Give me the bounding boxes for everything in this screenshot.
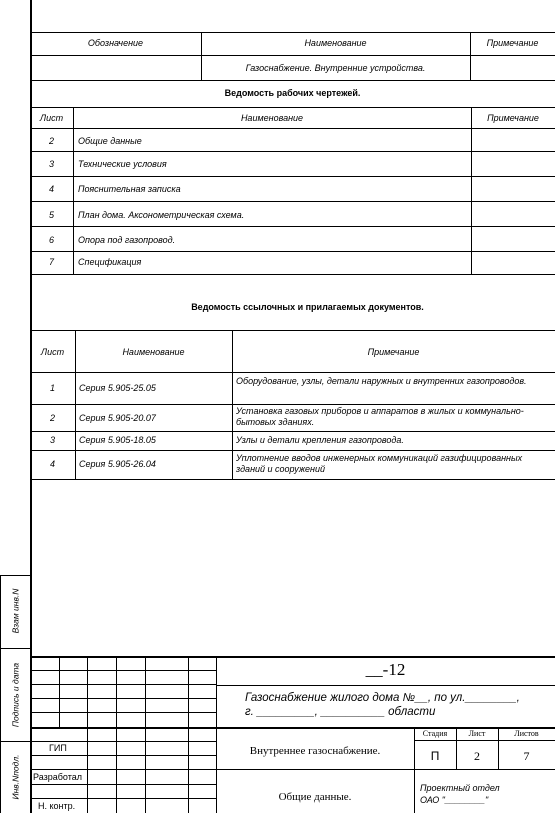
drawings-row-sheet: 5: [48, 210, 54, 220]
drawings-row-sheet: 6: [48, 235, 54, 245]
references-row-note: Установка газовых приборов и аппаратов в жилых и коммунально-бытовых зданиях.: [236, 406, 524, 427]
side-label-inv: Инв.Nподл.: [10, 754, 21, 800]
references-top-line: [30, 330, 555, 331]
stamp-org-line1: Проектный отдел: [420, 783, 500, 793]
references-row-sheet: 3: [49, 435, 55, 445]
header-mid-line: [30, 55, 555, 56]
stamp-project-line1: Газоснабжение жилого дома №__, по ул.________,: [245, 692, 520, 704]
stamp-sheet-label: Лист: [468, 729, 486, 738]
references-row-line: [30, 404, 555, 405]
references-row-note: Узлы и детали крепления газопровода.: [236, 435, 404, 445]
stamp-role-norm-control: Н. контр.: [38, 801, 76, 811]
stamp-code-line: [216, 685, 555, 686]
references-row-sheet: 2: [49, 413, 55, 423]
references-row-sheet: 1: [49, 383, 55, 393]
references-col-note: Примечание: [367, 347, 420, 357]
stamp-project-line2: г. _________, __________ области: [245, 706, 436, 718]
drawings-row-line: [30, 176, 555, 177]
stamp-role-gip: ГИП: [49, 743, 67, 753]
stamp-org-line2: ОАО "________": [420, 795, 489, 805]
header-top-line: [30, 32, 555, 33]
references-col-name: Наименование: [122, 347, 185, 357]
references-bottom-line: [30, 479, 555, 480]
references-row-line: [30, 450, 555, 451]
references-row-name: Серия 5.905-20.07: [79, 413, 156, 423]
drawings-row-line: [30, 251, 555, 252]
side-label-vzam: Взам инв.N: [10, 588, 21, 634]
references-row-note: Оборудование, узлы, детали наружных и внутренних газопроводов.: [236, 376, 527, 386]
drawings-row-sheet: 4: [48, 184, 54, 194]
header-bottom-line: [30, 80, 555, 81]
references-col-sheet: Лист: [40, 347, 65, 357]
stamp-sheet-title: Общие данные.: [278, 791, 352, 803]
drawings-col-divider-2: [471, 107, 472, 274]
drawings-col-divider-1: [73, 107, 74, 274]
stamp-grid-vline: [59, 656, 60, 727]
side-strip-border: [0, 575, 1, 813]
references-row-name: Серия 5.905-18.05: [79, 435, 156, 445]
references-row-name: Серия 5.905-26.04: [79, 459, 156, 469]
drawings-row-name: Технические условия: [78, 159, 167, 169]
header-designation: Обозначение: [87, 38, 144, 48]
drawings-row-line: [30, 151, 555, 152]
stamp-grid-vline: [145, 656, 146, 813]
drawings-row-sheet: 7: [48, 257, 54, 267]
drawings-top-line: [30, 107, 555, 108]
drawings-col-name: Наименование: [240, 113, 304, 123]
references-row-name: Серия 5.905-25.05: [79, 383, 156, 393]
stamp-code: __-12: [365, 660, 406, 679]
stamp-section-line: [216, 769, 555, 770]
references-row-note: Уплотнение вводов инженерных коммуникаций газифицированных зданий и сооружений: [236, 453, 523, 474]
stamp-stage-label: Стадия: [422, 729, 448, 738]
drawings-row-sheet: 3: [48, 159, 54, 169]
drawings-col-sheet: Лист: [39, 113, 64, 123]
side-label-podpis: Подпись и дата: [10, 662, 21, 728]
stamp-grid-vline: [87, 656, 88, 813]
references-row-line: [30, 431, 555, 432]
stamp-sheet-value: 2: [474, 749, 480, 763]
stamp-sheets-label: Листов: [514, 729, 539, 738]
stamp-section: Внутреннее газоснабжение.: [249, 745, 381, 757]
stamp-stage-header-line: [414, 740, 555, 741]
drawings-row-sheet: 2: [48, 136, 54, 146]
drawings-row-name: План дома. Аксонометрическая схема.: [78, 210, 245, 220]
header-name: Наименование: [304, 38, 367, 48]
drawings-row-line: [30, 226, 555, 227]
drawings-header-line: [30, 128, 555, 129]
drawings-row-name: Спецификация: [78, 257, 142, 267]
drawings-row-name: Пояснительная записка: [78, 184, 181, 194]
stamp-top-line: [30, 656, 555, 658]
drawings-row-line: [30, 201, 555, 202]
drawings-row-name: Общие данные: [78, 136, 142, 146]
references-title: Ведомость ссылочных и прилагаемых документов.: [191, 302, 424, 312]
references-header-line: [30, 372, 555, 373]
drawings-row-name: Опора под газопровод.: [78, 235, 176, 245]
drawings-bottom-line: [30, 274, 555, 275]
stamp-stage-value: П: [430, 749, 440, 763]
stamp-role-developer: Разработал: [33, 772, 82, 782]
stamp-grid-vline: [188, 656, 189, 813]
drawings-title: Ведомость рабочих чертежей.: [224, 88, 361, 98]
header-doc-name: Газоснабжение. Внутренние устройства.: [245, 63, 426, 73]
stamp-sheets-value: 7: [523, 749, 530, 763]
header-note: Примечание: [486, 38, 539, 48]
stamp-grid-vline: [116, 656, 117, 813]
references-row-sheet: 4: [49, 459, 55, 469]
drawings-col-note: Примечание: [487, 113, 539, 123]
